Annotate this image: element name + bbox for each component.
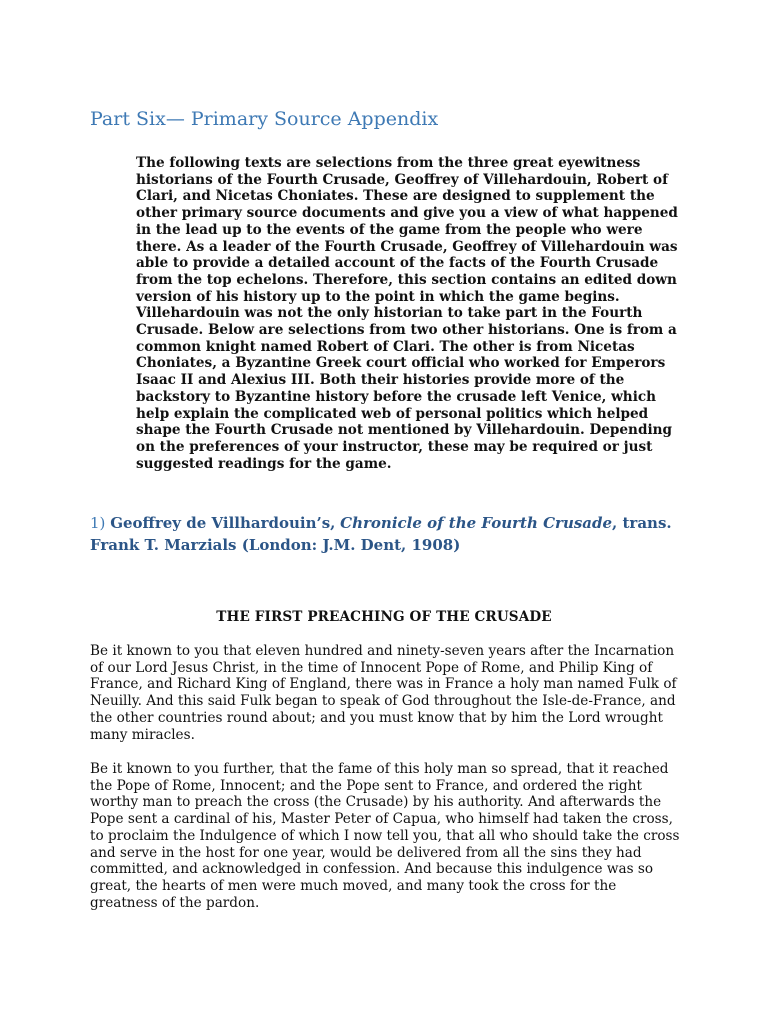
body-paragraph-2: Be it known to you further, that the fame of this holy man so spread, that it reached the Pope of Rome, Innocent; and the Pope sent to France, and ordered the right worthy man to preach the cross (the Crusade) by his authority. And afterwards the Pope sent a cardinal of his, Master Peter of Capua, who himself had taken the cross, to proclaim the Indulgence of which I now tell you, that all who should take the cross and serve in the host for one year, would be delivered from all the sins they had committed, and acknowledged in confession. And because this indulgence was so great, the hearts of men were much moved, and many took the cross for the greatness of the pardon. <box>90 761 680 911</box>
part-heading: Part Six— Primary Source Appendix <box>90 108 439 130</box>
intro-paragraph: The following texts are selections from the three great eyewitness historians of the Fourth Crusade, Geoffrey of Villehardouin, Robert of Clari, and Nicetas Choniates. These are designed to supplement the other primary source documents and give you a view of what happened in the lead up to the events of the game from the people who were there. As a leader of the Fourth Crusade, Geoffrey of Villehardouin was able to provide a detailed account of the facts of the Fourth Crusade from the top echelons. Therefore, this section contains an edited down version of his history up to the point in which the game begins. Villehardouin was not the only historian to take part in the Fourth Crusade. Below are selections from two other historians. One is from a common knight named Robert of Clari. The other is from Nicetas Choniates, a Byzantine Greek court official who worked for Emperors Isaac II and Alexius III. Both their histories provide more of the backstory to Byzantine history before the crusade left Venice, which help explain the complicated web of personal politics which helped shape the Fourth Crusade not mentioned by Villehardouin. Depending on the preferences of your instructor, these may be required or just suggested readings for the game. <box>136 155 678 472</box>
source-title: Chronicle of the Fourth Crusade <box>340 514 613 532</box>
source-citation <box>90 512 690 556</box>
source-author: Geoffrey de Villhardouin’s, <box>110 514 336 532</box>
body-paragraph-1: Be it known to you that eleven hundred and ninety-seven years after the Incarnation of our Lord Jesus Christ, in the time of Innocent Pope of Rome, and Philip King of France, and Richard King of England, there was in France a holy man named Fulk of Neuilly. And this said Fulk began to speak of God throughout the Isle-de-France, and the other countries round about; and you must know that by him the Lord wrought many miracles. <box>90 643 677 743</box>
section-title: THE FIRST PREACHING OF THE CRUSADE <box>216 609 552 625</box>
source-publication: , trans. Frank T. Marzials (London: J.M. Dent, 1908) <box>90 514 672 554</box>
source-number: 1) <box>90 514 106 532</box>
